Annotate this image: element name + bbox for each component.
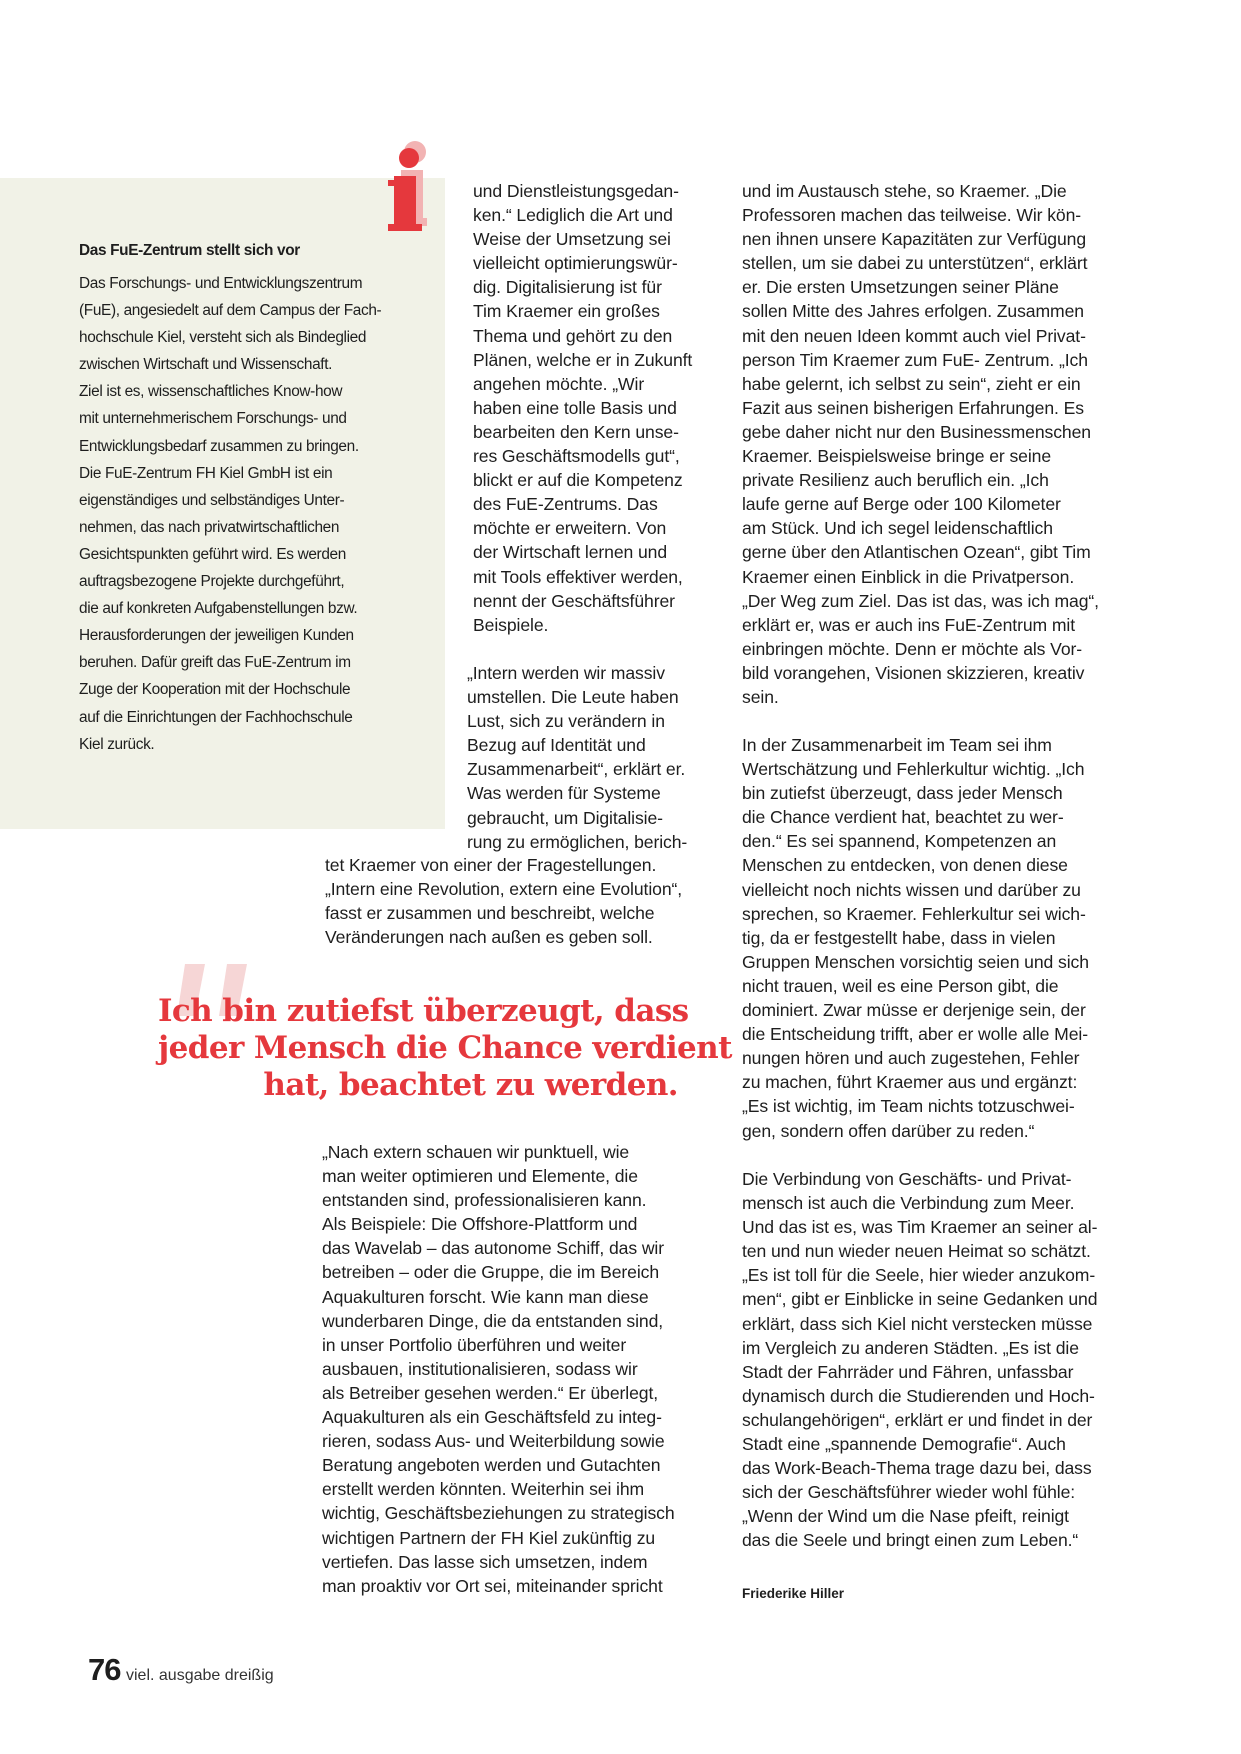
- text-line: Stadt der Fahrräder und Fähren, unfassbar: [742, 1361, 1074, 1382]
- text-line: Gruppen Menschen vorsichtig seien und sich: [742, 951, 1089, 972]
- text-line: und Dienstleistungsgedan-: [473, 181, 679, 201]
- text-line: laufe gerne auf Berge oder 100 Kilometer: [742, 494, 1061, 515]
- text-line: Tim Kraemer ein großes: [473, 301, 660, 322]
- text-line: beruhen. Dafür greift das FuE-Zentrum im: [79, 654, 351, 672]
- text-line: das die Seele und bringt einen zum Leben.“: [742, 1530, 1079, 1551]
- text-line: ten und nun wieder neuen Heimat so schätzt.: [742, 1241, 1091, 1262]
- text-line: den.“ Es sei spannend, Kompetenzen an: [742, 831, 1057, 852]
- text-line: Ich bin zutiefst überzeugt, dass: [158, 993, 689, 1029]
- text-line: umstellen. Die Leute haben: [467, 687, 679, 708]
- text-line: des FuE-Zentrums. Das: [473, 494, 658, 515]
- text-line: mit unternehmerischem Forschungs- und: [79, 410, 347, 428]
- text-line: vertiefen. Das lasse sich umsetzen, indem: [322, 1551, 648, 1572]
- text-line: Thema und gehört zu den: [473, 325, 673, 346]
- text-line: im Vergleich zu anderen Städten. „Es ist die: [742, 1337, 1079, 1358]
- text-line: gen, sondern offen darüber zu reden.“: [742, 1120, 1035, 1141]
- text-line: mit den neuen Ideen kommt auch viel Privat-: [742, 325, 1086, 346]
- text-line: sollen Mitte des Jahres erfolgen. Zusammen: [742, 301, 1084, 322]
- article-column-3b: [742, 733, 1132, 1143]
- text-line: tig, da er festgestellt habe, dass in vielen: [742, 927, 1056, 948]
- text-line: gebe daher nicht nur den Businessmenschen: [742, 421, 1091, 442]
- text-line: einbringen möchte. Denn er möchte als Vor-: [742, 638, 1083, 659]
- text-line: nennt der Geschäftsführer: [473, 590, 675, 611]
- text-line: gerne über den Atlantischen Ozean“, gibt Tim: [742, 542, 1091, 563]
- text-line: Menschen zu entdecken, von denen diese: [742, 855, 1068, 876]
- info-i-icon: [386, 138, 436, 238]
- info-box-title: Das FuE-Zentrum stellt sich vor: [79, 242, 300, 259]
- text-line: Professoren machen das teilweise. Wir kön-: [742, 205, 1082, 226]
- magazine-label: viel. ausgabe dreißig: [126, 1667, 274, 1684]
- text-line: dynamisch durch die Studierenden und Hoch-: [742, 1385, 1095, 1406]
- text-line: bild vorangehen, Visionen skizzieren, kreativ: [742, 662, 1085, 683]
- text-line: Was werden für Systeme: [467, 783, 661, 804]
- text-line: Kraemer. Beispielsweise bringe er seine: [742, 446, 1052, 467]
- text-line: gebraucht, um Digitalisie-: [467, 807, 663, 828]
- text-line: der Wirtschaft lernen und: [473, 542, 668, 563]
- text-line: Zusammenarbeit“, erklärt er.: [467, 759, 686, 780]
- text-line: sein.: [742, 686, 779, 707]
- info-box-body: [79, 270, 399, 758]
- article-column-3a: [742, 179, 1132, 709]
- text-line: die Chance verdient hat, beachtet zu wer-: [742, 807, 1064, 828]
- text-line: wichtigen Partnern der FH Kiel zukünftig zu: [322, 1527, 656, 1548]
- text-line: Stadt eine „spannende Demografie“. Auch: [742, 1434, 1066, 1455]
- text-line: betreiben – oder die Gruppe, die im Bereich: [322, 1262, 660, 1283]
- article-column-2d: [322, 1140, 712, 1598]
- text-line: Ziel ist es, wissenschaftliches Know-how: [79, 383, 343, 401]
- text-line: nehmen, das nach privatwirtschaftlichen: [79, 518, 340, 536]
- text-line: mit Tools effektiver werden,: [473, 566, 683, 587]
- text-line: Zuge der Kooperation mit der Hochschule: [79, 681, 351, 699]
- text-line: mensch ist auch die Verbindung zum Meer.: [742, 1193, 1075, 1214]
- text-line: Weise der Umsetzung sei: [473, 229, 671, 250]
- text-line: person Tim Kraemer zum FuE- Zentrum. „Ich: [742, 349, 1088, 370]
- text-line: Fazit aus seinen bisherigen Erfahrungen. Es: [742, 397, 1084, 418]
- text-line: und im Austausch stehe, so Kraemer. „Die: [742, 181, 1067, 201]
- text-line: „Wenn der Wind um die Nase pfeift, reinigt: [742, 1506, 1069, 1527]
- text-line: bin zutiefst überzeugt, dass jeder Mensch: [742, 783, 1063, 804]
- text-line: Beratung angeboten werden und Gutachten: [322, 1455, 661, 1476]
- text-line: Lust, sich zu verändern in: [467, 711, 665, 732]
- text-line: Plänen, welche er in Zukunft: [473, 349, 693, 370]
- text-line: jeder Mensch die Chance verdient: [158, 1030, 732, 1066]
- article-column-2b: [467, 661, 707, 854]
- text-line: res Geschäftsmodells gut“,: [473, 446, 680, 467]
- text-line: auftragsbezogene Projekte durchgeführt,: [79, 573, 345, 591]
- text-line: Entwicklungsbedarf zusammen zu bringen.: [79, 437, 359, 455]
- text-line: wichtig, Geschäftsbeziehungen zu strategisch: [322, 1503, 675, 1524]
- article-column-3c: [742, 1167, 1132, 1553]
- text-line: In der Zusammenarbeit im Team sei ihm: [742, 735, 1052, 755]
- text-line: in unser Portfolio überführen und weiter: [322, 1334, 627, 1355]
- text-line: blickt er auf die Kompetenz: [473, 470, 683, 491]
- text-line: fasst er zusammen und beschreibt, welche: [325, 903, 655, 924]
- text-line: vielleicht noch nichts wissen und darüber zu: [742, 879, 1081, 900]
- text-line: Gesichtspunkten geführt wird. Es werden: [79, 545, 346, 563]
- article-column-2c: [325, 853, 710, 949]
- text-line: bearbeiten den Kern unse-: [473, 421, 679, 442]
- text-line: (FuE), angesiedelt auf dem Campus der Fach-: [79, 302, 382, 320]
- text-line: man weiter optimieren und Elemente, die: [322, 1166, 638, 1187]
- text-line: private Resilienz auch beruflich ein. „Ich: [742, 470, 1049, 491]
- article-column-2a: [473, 179, 708, 637]
- text-line: Bezug auf Identität und: [467, 735, 646, 756]
- text-line: nungen hören und auch zugestehen, Fehler: [742, 1048, 1080, 1069]
- text-line: eigenständiges und selbständiges Unter-: [79, 491, 345, 509]
- text-line: Und das ist es, was Tim Kraemer an seiner al-: [742, 1217, 1098, 1238]
- text-line: möchte er erweitern. Von: [473, 518, 667, 539]
- text-line: vielleicht optimierungswür-: [473, 253, 678, 274]
- text-line: das Work-Beach-Thema trage dazu bei, dass: [742, 1458, 1092, 1479]
- text-line: Als Beispiele: Die Offshore-Plattform und: [322, 1214, 638, 1235]
- text-line: entstanden sind, professionalisieren kann.: [322, 1190, 647, 1211]
- text-line: haben eine tolle Basis und: [473, 397, 677, 418]
- text-line: tet Kraemer von einer der Fragestellungen.: [325, 855, 657, 875]
- text-line: die auf konkreten Aufgabenstellungen bzw.: [79, 600, 358, 618]
- text-line: hat, beachtet zu werden.: [263, 1067, 678, 1103]
- text-line: „Der Weg zum Ziel. Das ist das, was ich mag“,: [742, 590, 1099, 611]
- text-line: zu machen, führt Kraemer aus und ergänzt:: [742, 1072, 1078, 1093]
- text-line: er. Die ersten Umsetzungen seiner Pläne: [742, 277, 1059, 298]
- text-line: nicht trauen, weil es eine Person gibt, die: [742, 975, 1059, 996]
- text-line: rieren, sodass Aus- und Weiterbildung sowie: [322, 1431, 665, 1452]
- text-line: man proaktiv vor Ort sei, miteinander spricht: [322, 1575, 663, 1596]
- text-line: habe gelernt, ich selbst zu sein“, zieht er ein: [742, 373, 1081, 394]
- text-line: sich der Geschäftsführer wieder wohl fühle:: [742, 1482, 1076, 1503]
- text-line: „Intern eine Revolution, extern eine Evolution“,: [325, 879, 683, 900]
- text-line: Das Forschungs- und Entwicklungszentrum: [79, 275, 363, 292]
- text-line: „Es ist toll für die Seele, hier wieder anzukom-: [742, 1265, 1096, 1286]
- page-number: 76: [88, 1652, 121, 1687]
- text-line: Aquakulturen forscht. Wie kann man diese: [322, 1286, 649, 1307]
- text-line: zwischen Wirtschaft und Wissenschaft.: [79, 356, 333, 374]
- text-line: als Betreiber gesehen werden.“ Er überlegt,: [322, 1382, 659, 1403]
- text-line: dig. Digitalisierung ist für: [473, 277, 662, 298]
- text-line: nen ihnen unsere Kapazitäten zur Verfügung: [742, 229, 1087, 250]
- text-line: Die Verbindung von Geschäfts- und Privat-: [742, 1169, 1072, 1189]
- text-line: das Wavelab – das autonome Schiff, das wir: [322, 1238, 664, 1259]
- text-line: „Nach extern schauen wir punktuell, wie: [322, 1142, 630, 1162]
- text-line: angehen möchte. „Wir: [473, 373, 645, 394]
- text-line: Die FuE-Zentrum FH Kiel GmbH ist ein: [79, 464, 333, 482]
- text-line: wunderbaren Dinge, die da entstanden sind,: [322, 1310, 664, 1331]
- text-line: ausbauen, institutionalisieren, sodass wir: [322, 1358, 638, 1379]
- text-line: Aquakulturen als ein Geschäftsfeld zu integ-: [322, 1407, 662, 1428]
- text-line: Wertschätzung und Fehlerkultur wichtig. „Ich: [742, 759, 1085, 780]
- text-line: rung zu ermöglichen, berich-: [467, 831, 688, 852]
- text-line: die Entscheidung trifft, aber er wolle alle Mei-: [742, 1024, 1088, 1045]
- pull-quote: [158, 993, 732, 1104]
- text-line: ken.“ Lediglich die Art und: [473, 205, 673, 226]
- text-line: Herausforderungen der jeweiligen Kunden: [79, 627, 354, 645]
- text-line: „Intern werden wir massiv: [467, 663, 665, 683]
- text-line: „Es ist wichtig, im Team nichts totzuschwei-: [742, 1096, 1075, 1117]
- text-line: Veränderungen nach außen es geben soll.: [325, 927, 653, 948]
- text-line: sprechen, so Kraemer. Fehlerkultur sei wich-: [742, 903, 1086, 924]
- author-signature: Friederike Hiller: [742, 1586, 845, 1601]
- text-line: men“, gibt er Einblicke in seine Gedanken und: [742, 1289, 1098, 1310]
- text-line: erklärt er, was er auch ins FuE-Zentrum mit: [742, 614, 1076, 635]
- text-line: schulangehörigen“, erklärt er und findet in der: [742, 1409, 1093, 1430]
- text-line: am Stück. Und ich segel leidenschaftlich: [742, 518, 1053, 539]
- text-line: erstellt werden könnten. Weiterhin sei ihm: [322, 1479, 645, 1500]
- text-line: erklärt, dass sich Kiel nicht verstecken müsse: [742, 1313, 1093, 1334]
- info-box-text: [79, 240, 399, 758]
- text-line: auf die Einrichtungen der Fachhochschule: [79, 708, 353, 726]
- text-line: Kraemer einen Einblick in die Privatperson.: [742, 566, 1075, 587]
- text-line: stellen, um sie dabei zu unterstützen“, erklärt: [742, 253, 1088, 274]
- text-line: dominiert. Zwar müsse er derjenige sein, der: [742, 1000, 1086, 1021]
- text-line: hochschule Kiel, versteht sich als Bindeglied: [79, 329, 367, 347]
- text-line: Beispiele.: [473, 614, 549, 635]
- text-line: Kiel zurück.: [79, 735, 155, 753]
